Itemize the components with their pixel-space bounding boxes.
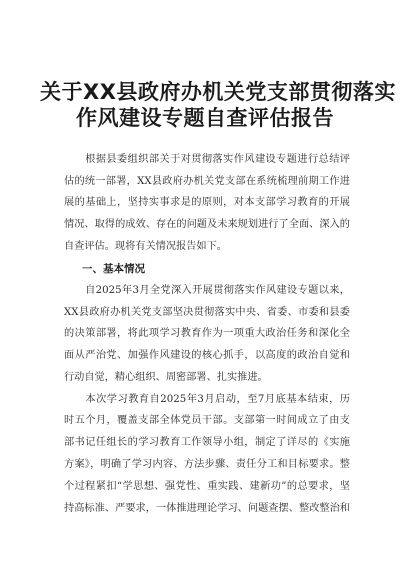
intro-line: 展的基础上，坚持实事求是的原则，对本支部学习教育的开展	[64, 197, 350, 208]
body-line: 本次学习教育自2025年3月启动，至7月底基本结束，历	[64, 394, 350, 405]
body-line: 方案》，明确了学习内容、方法步骤、责任分工和目标要求。整	[64, 459, 350, 470]
body-line: XX县政府办机关党支部坚决贯彻落实中央、省委、市委和县委	[64, 307, 350, 318]
body-line: 持高标准、严要求，一体推进理论学习、问题查摆、整改整治和	[64, 503, 350, 514]
section-heading: 一、基本情况	[82, 263, 145, 275]
intro-line: 自查评估。现将有关情况报告如下。	[64, 241, 227, 252]
document-title-line-1: 关于XX县政府办机关党支部贯彻落实	[40, 80, 396, 104]
intro-line: 情况、取得的成效、存在的问题及未来规划进行了全面、深入的	[64, 219, 350, 230]
body-line: 面从严治党、加强作风建设的核心抓手，以高度的政治自觉和	[64, 350, 350, 361]
intro-line: 估的统一部署，XX县政府办机关党支部在系统梳理前期工作进	[64, 176, 350, 187]
body-line: 行动自觉，精心组织、周密部署、扎实推进。	[64, 372, 268, 383]
body-line: 个过程紧扣“学思想、强党性、重实践、建新功”的总要求，坚	[64, 481, 350, 492]
body-line: 部书记任组长的学习教育工作领导小组，制定了详尽的《实施	[64, 437, 350, 448]
body-line: 自2025年3月全党深入开展贯彻落实作风建设专题以来，	[64, 285, 350, 296]
document-title-line-2: 作风建设专题自查评估报告	[76, 106, 334, 130]
body-line: 时五个月，覆盖支部全体党员干部。支部第一时间成立了由支	[64, 415, 350, 426]
intro-line: 根据县委组织部关于对贯彻落实作风建设专题进行总结评	[64, 154, 350, 165]
body-line: 的决策部署，将此项学习教育作为一项重大政治任务和深化全	[64, 328, 350, 339]
